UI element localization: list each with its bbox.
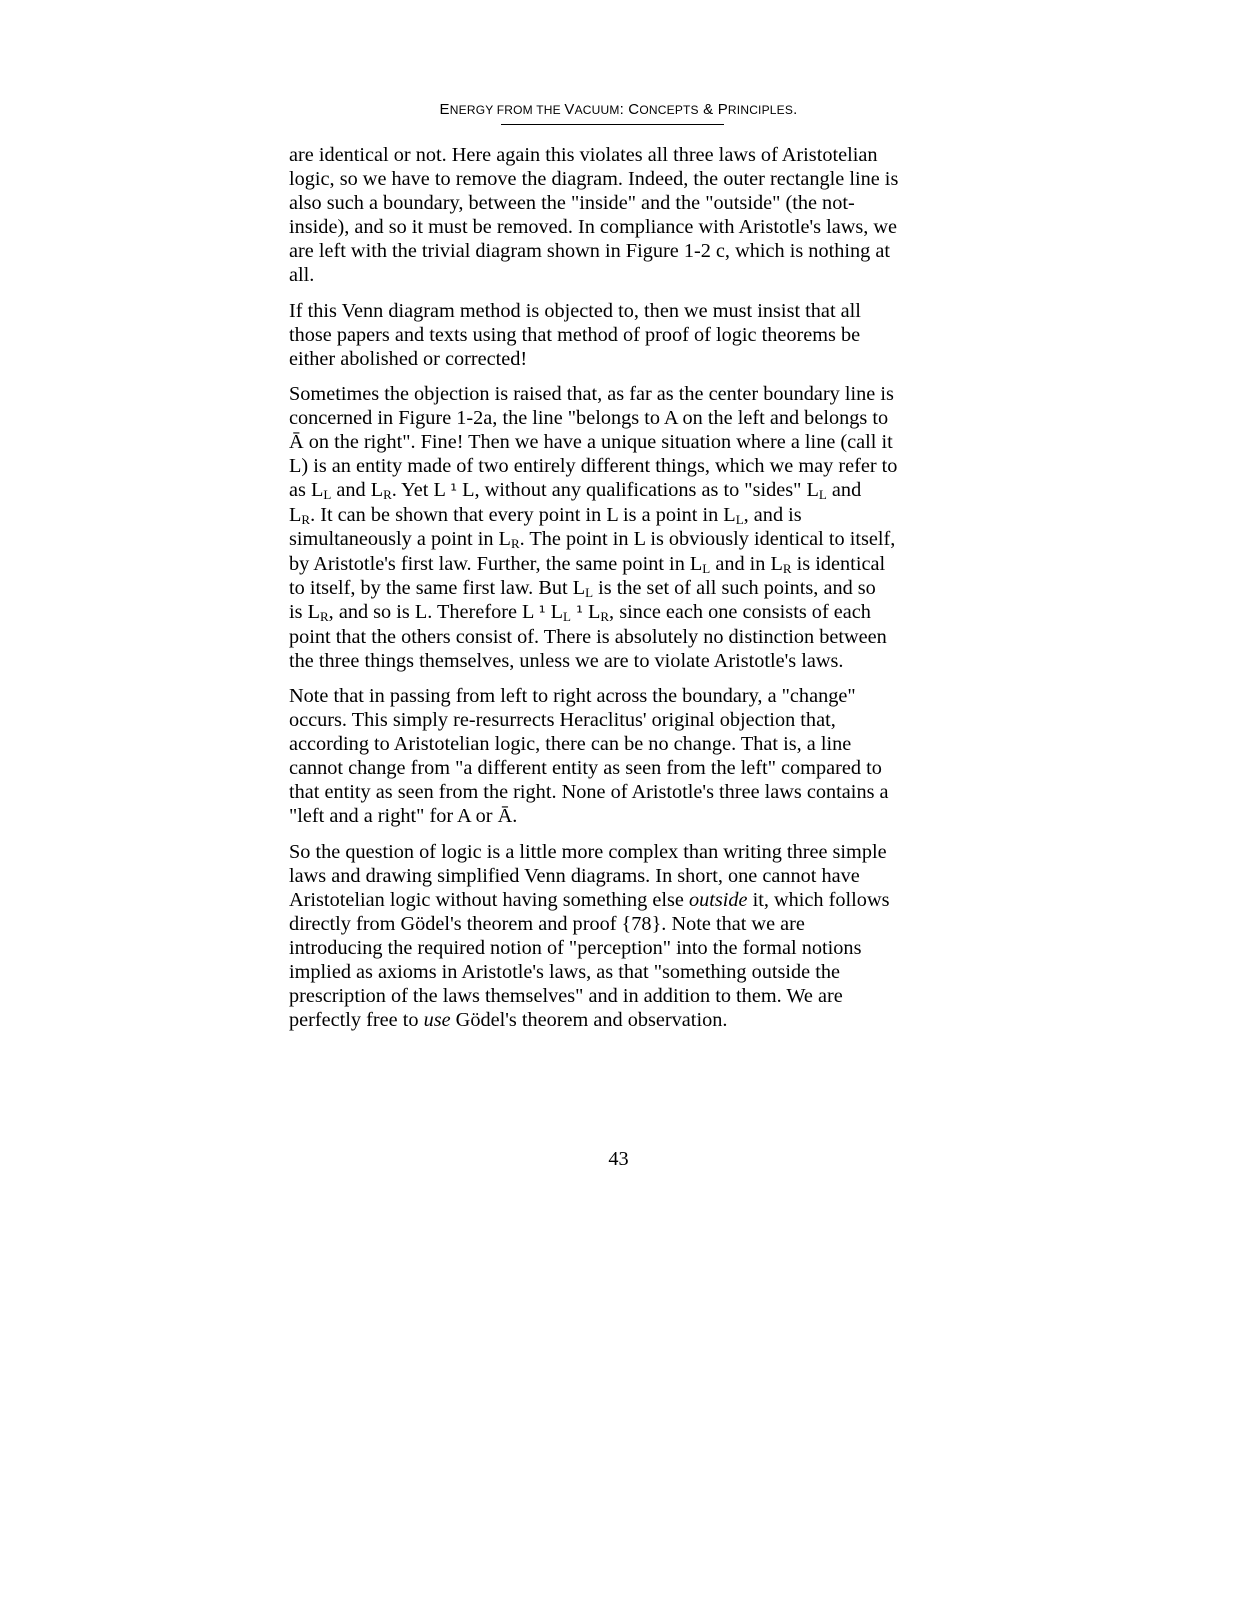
- subscript: R: [510, 536, 520, 552]
- italic-run: outside: [688, 888, 748, 911]
- text-run: L: [582, 600, 601, 623]
- text-line: So the question of logic is a little more complex than writing three simple: [289, 840, 887, 863]
- subscript: R: [320, 608, 329, 624]
- text-line: [289, 478, 949, 503]
- text-line: implied as axioms in Aristotle's laws, as that "something outside the: [289, 961, 841, 983]
- text-line: logic, so we have to remove the diagram. Indeed, the outer rectangle line is: [289, 168, 899, 191]
- text-line: Note that in passing from left to right across the boundary, a "change": [289, 684, 856, 707]
- text-line: are identical or not. Here again this violates all three laws of Aristotelian: [289, 144, 878, 166]
- paragraph: [289, 684, 949, 829]
- text-line: If this Venn diagram method is objected to, then we must insist that all: [289, 299, 861, 322]
- text-run: it, which follows: [747, 888, 890, 911]
- text-line: introducing the required notion of "perception" into the formal notions: [289, 936, 862, 959]
- text-line: [289, 600, 949, 625]
- text-run: and L: [331, 479, 384, 502]
- text-line: either abolished or corrected!: [289, 347, 528, 370]
- text-line: the three things themselves, unless we are to violate Aristotle's laws.: [289, 649, 844, 672]
- text-run: L: [545, 600, 564, 623]
- header-part: & P: [698, 101, 728, 118]
- text-run: . The point in L is obviously identical to itself,: [519, 528, 896, 551]
- text-run: L: [289, 504, 302, 527]
- subscript: L: [735, 512, 744, 528]
- paragraph: [289, 299, 949, 371]
- italic-run: use: [423, 1009, 451, 1032]
- running-header: [0, 101, 1237, 118]
- text-line: [289, 503, 949, 527]
- text-run: , and so is L. Therefore L: [328, 600, 539, 623]
- paragraph: [289, 840, 949, 1033]
- subscript: R: [782, 560, 792, 576]
- header-part: V: [564, 101, 575, 118]
- text-run: . Yet L: [391, 479, 451, 502]
- body-text: [289, 143, 949, 1043]
- text-line: [289, 1008, 949, 1032]
- text-line: concerned in Figure 1-2a, the line "belongs to A on the left and belongs to: [289, 406, 889, 429]
- header-part: NERGY FROM THE: [449, 103, 565, 117]
- text-run: is identical: [791, 552, 886, 575]
- text-run: and: [826, 479, 862, 502]
- subscript: R: [301, 512, 311, 528]
- header-rule: [501, 124, 724, 125]
- symbol-glyph: ¹: [538, 602, 546, 623]
- paragraph: [289, 143, 949, 288]
- text-line: cannot change from "a different entity as seen from the left" compared to: [289, 757, 882, 780]
- text-line: point that the others consist of. There is absolutely no distinction between: [289, 625, 887, 648]
- text-line: that entity as seen from the right. None of Aristotle's three laws contains a: [289, 781, 889, 804]
- text-line: inside), and so it must be removed. In compliance with Aristotle's laws, we: [289, 216, 898, 239]
- subscript: L: [585, 584, 594, 600]
- header-part: E: [439, 101, 450, 118]
- subscript: L: [702, 560, 711, 576]
- header-part: RINCIPLES: [727, 103, 794, 117]
- header-part: ONCEPTS: [639, 103, 699, 117]
- text-line: occurs. This simply re-resurrects Heraclitus' original objection that,: [289, 709, 836, 732]
- text-line: laws and drawing simplified Venn diagrams. In short, one cannot have: [289, 864, 860, 887]
- subscript: L: [818, 487, 827, 503]
- text-run: . It can be shown that every point in L is a point in L: [310, 504, 736, 527]
- text-line: [289, 527, 949, 551]
- text-line: "left and a right" for A or Ā.: [289, 805, 518, 828]
- text-run: by Aristotle's first law. Further, the same point in L: [289, 552, 703, 575]
- text-run: Gödel's theorem and observation.: [450, 1009, 728, 1032]
- text-line: directly from Gödel's theorem and proof {78}. Note that we are: [289, 912, 805, 935]
- text-run: , and is: [743, 504, 802, 527]
- text-line: L) is an entity made of two entirely different things, which we may refer to: [289, 455, 898, 478]
- text-line: [289, 552, 949, 576]
- text-run: and in L: [710, 552, 783, 575]
- subscript: R: [600, 608, 610, 624]
- symbol-glyph: ¹: [576, 602, 583, 623]
- text-run: to itself, by the same first law. But L: [289, 576, 586, 599]
- text-line: Sometimes the objection is raised that, as far as the center boundary line is: [289, 382, 894, 405]
- subscript: L: [323, 487, 332, 503]
- text-run: is the set of all such points, and so: [593, 576, 876, 599]
- text-line: according to Aristotelian logic, there can be no change. That is, a line: [289, 733, 852, 756]
- page-number: 43: [608, 1148, 629, 1170]
- text-run: perfectly free to: [289, 1009, 424, 1032]
- text-run: L, without any qualifications as to "sides" L: [457, 479, 819, 502]
- header-part: .: [793, 101, 798, 118]
- text-line: those papers and texts using that method of proof of logic theorems be: [289, 323, 861, 346]
- text-line: all.: [289, 264, 315, 287]
- text-line: also such a boundary, between the "inside" and the "outside" (the not-: [289, 192, 855, 215]
- text-run: is L: [289, 600, 320, 623]
- text-line: prescription of the laws themselves" and in addition to them. We are: [289, 985, 843, 1008]
- symbol-glyph: ¹: [450, 481, 458, 502]
- text-line: are left with the trivial diagram shown in Figure 1-2 c, which is nothing at: [289, 240, 890, 263]
- header-part: ACUUM: [574, 103, 620, 117]
- text-line: Ā on the right". Fine! Then we have a unique situation where a line (call it: [289, 431, 893, 454]
- paragraph: [289, 382, 949, 673]
- text-line: [289, 888, 949, 912]
- subscript: R: [383, 487, 392, 503]
- text-run: as L: [289, 479, 324, 502]
- text-run: Aristotelian logic without having something else: [289, 888, 689, 911]
- text-run: , since each one consists of each: [609, 600, 871, 623]
- header-part: : C: [619, 101, 640, 118]
- subscript: L: [563, 608, 571, 624]
- text-line: [289, 576, 949, 600]
- text-run: simultaneously a point in L: [289, 528, 511, 551]
